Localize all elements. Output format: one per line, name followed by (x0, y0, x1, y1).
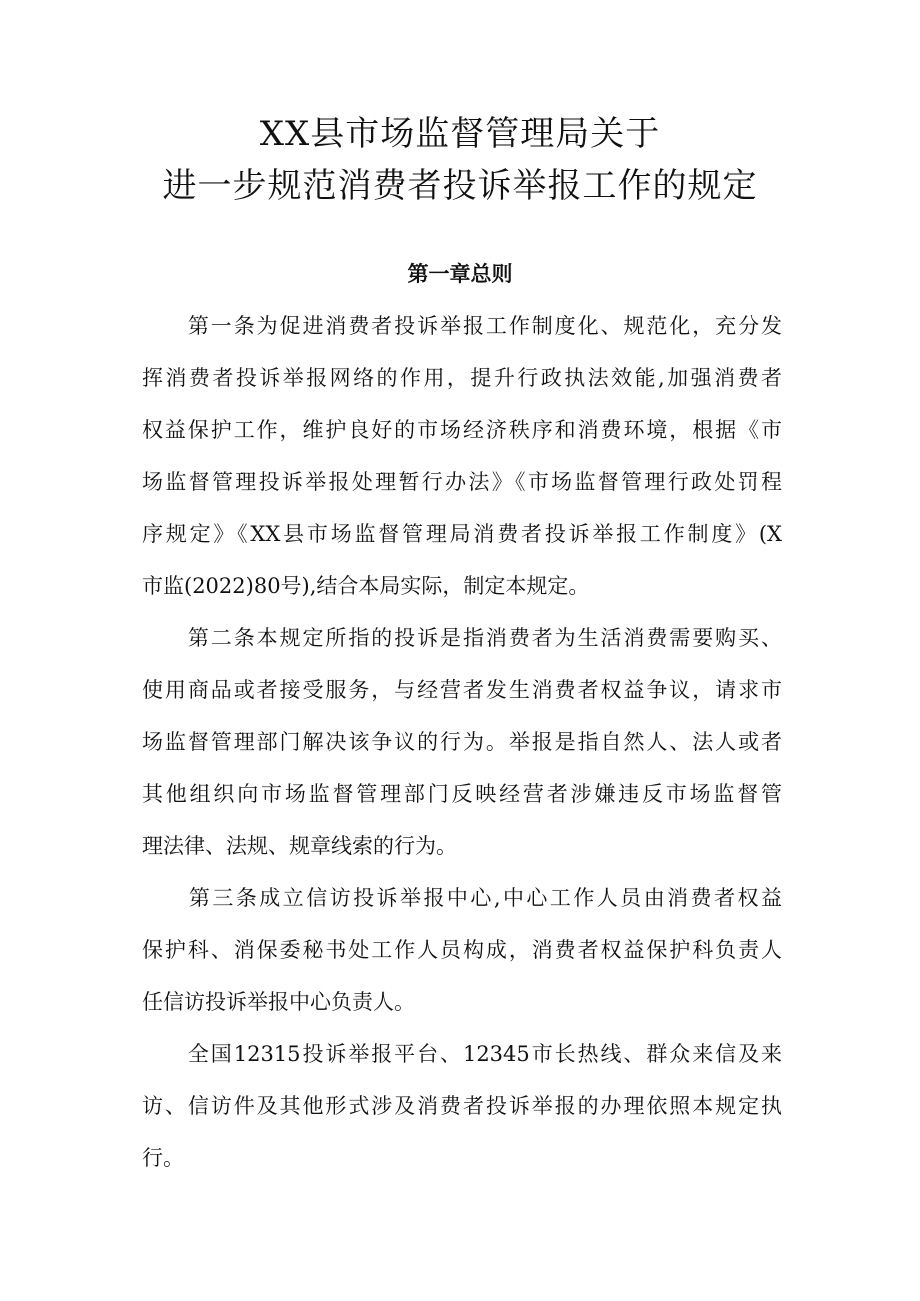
body-line: 挥消费者投诉举报网络的作用，提升行政执法效能,加强消费者 (142, 366, 782, 390)
body-line: 理法律、法规、规章线索的行为。 (142, 834, 457, 858)
body-line: 访、信访件及其他形式涉及消费者投诉举报的办理依照本规定执 (142, 1094, 782, 1118)
chapter-heading: 第一章总则 (407, 262, 513, 286)
body-line: 行。 (142, 1146, 184, 1170)
body-line: 保护科、消保委秘书处工作人员构成，消费者权益保护科负责人 (142, 938, 782, 962)
body-line: 第二条本规定所指的投诉是指消费者为生活消费需要购买、 (142, 626, 782, 650)
document-title-line-2: 进一步规范消费者投诉举报工作的规定 (162, 166, 758, 206)
body-line: 第一条为促进消费者投诉举报工作制度化、规范化，充分发 (142, 314, 782, 338)
body-line: 序规定》《XX县市场监督管理局消费者投诉举报工作制度》(X (142, 522, 782, 546)
body-line: 全国12315投诉举报平台、12345市长热线、群众来信及来 (142, 1042, 782, 1066)
body-line: 场监督管理投诉举报处理暂行办法》《市场监督管理行政处罚程 (142, 470, 782, 494)
body-line: 任信访投诉举报中心负责人。 (142, 990, 415, 1014)
body-line: 市监(2022)80号),结合本局实际，制定本规定。 (142, 574, 590, 598)
document-title-line-1: XX县市场监督管理局关于 (259, 114, 661, 154)
body-line: 使用商品或者接受服务，与经营者发生消费者权益争议，请求市 (142, 678, 782, 702)
body-line: 第三条成立信访投诉举报中心,中心工作人员由消费者权益 (142, 886, 782, 910)
body-line: 其他组织向市场监督管理部门反映经营者涉嫌违反市场监督管 (142, 782, 782, 806)
body-line: 场监督管理部门解决该争议的行为。举报是指自然人、法人或者 (142, 730, 782, 754)
body-line: 权益保护工作，维护良好的市场经济秩序和消费环境，根据《市 (142, 418, 782, 442)
